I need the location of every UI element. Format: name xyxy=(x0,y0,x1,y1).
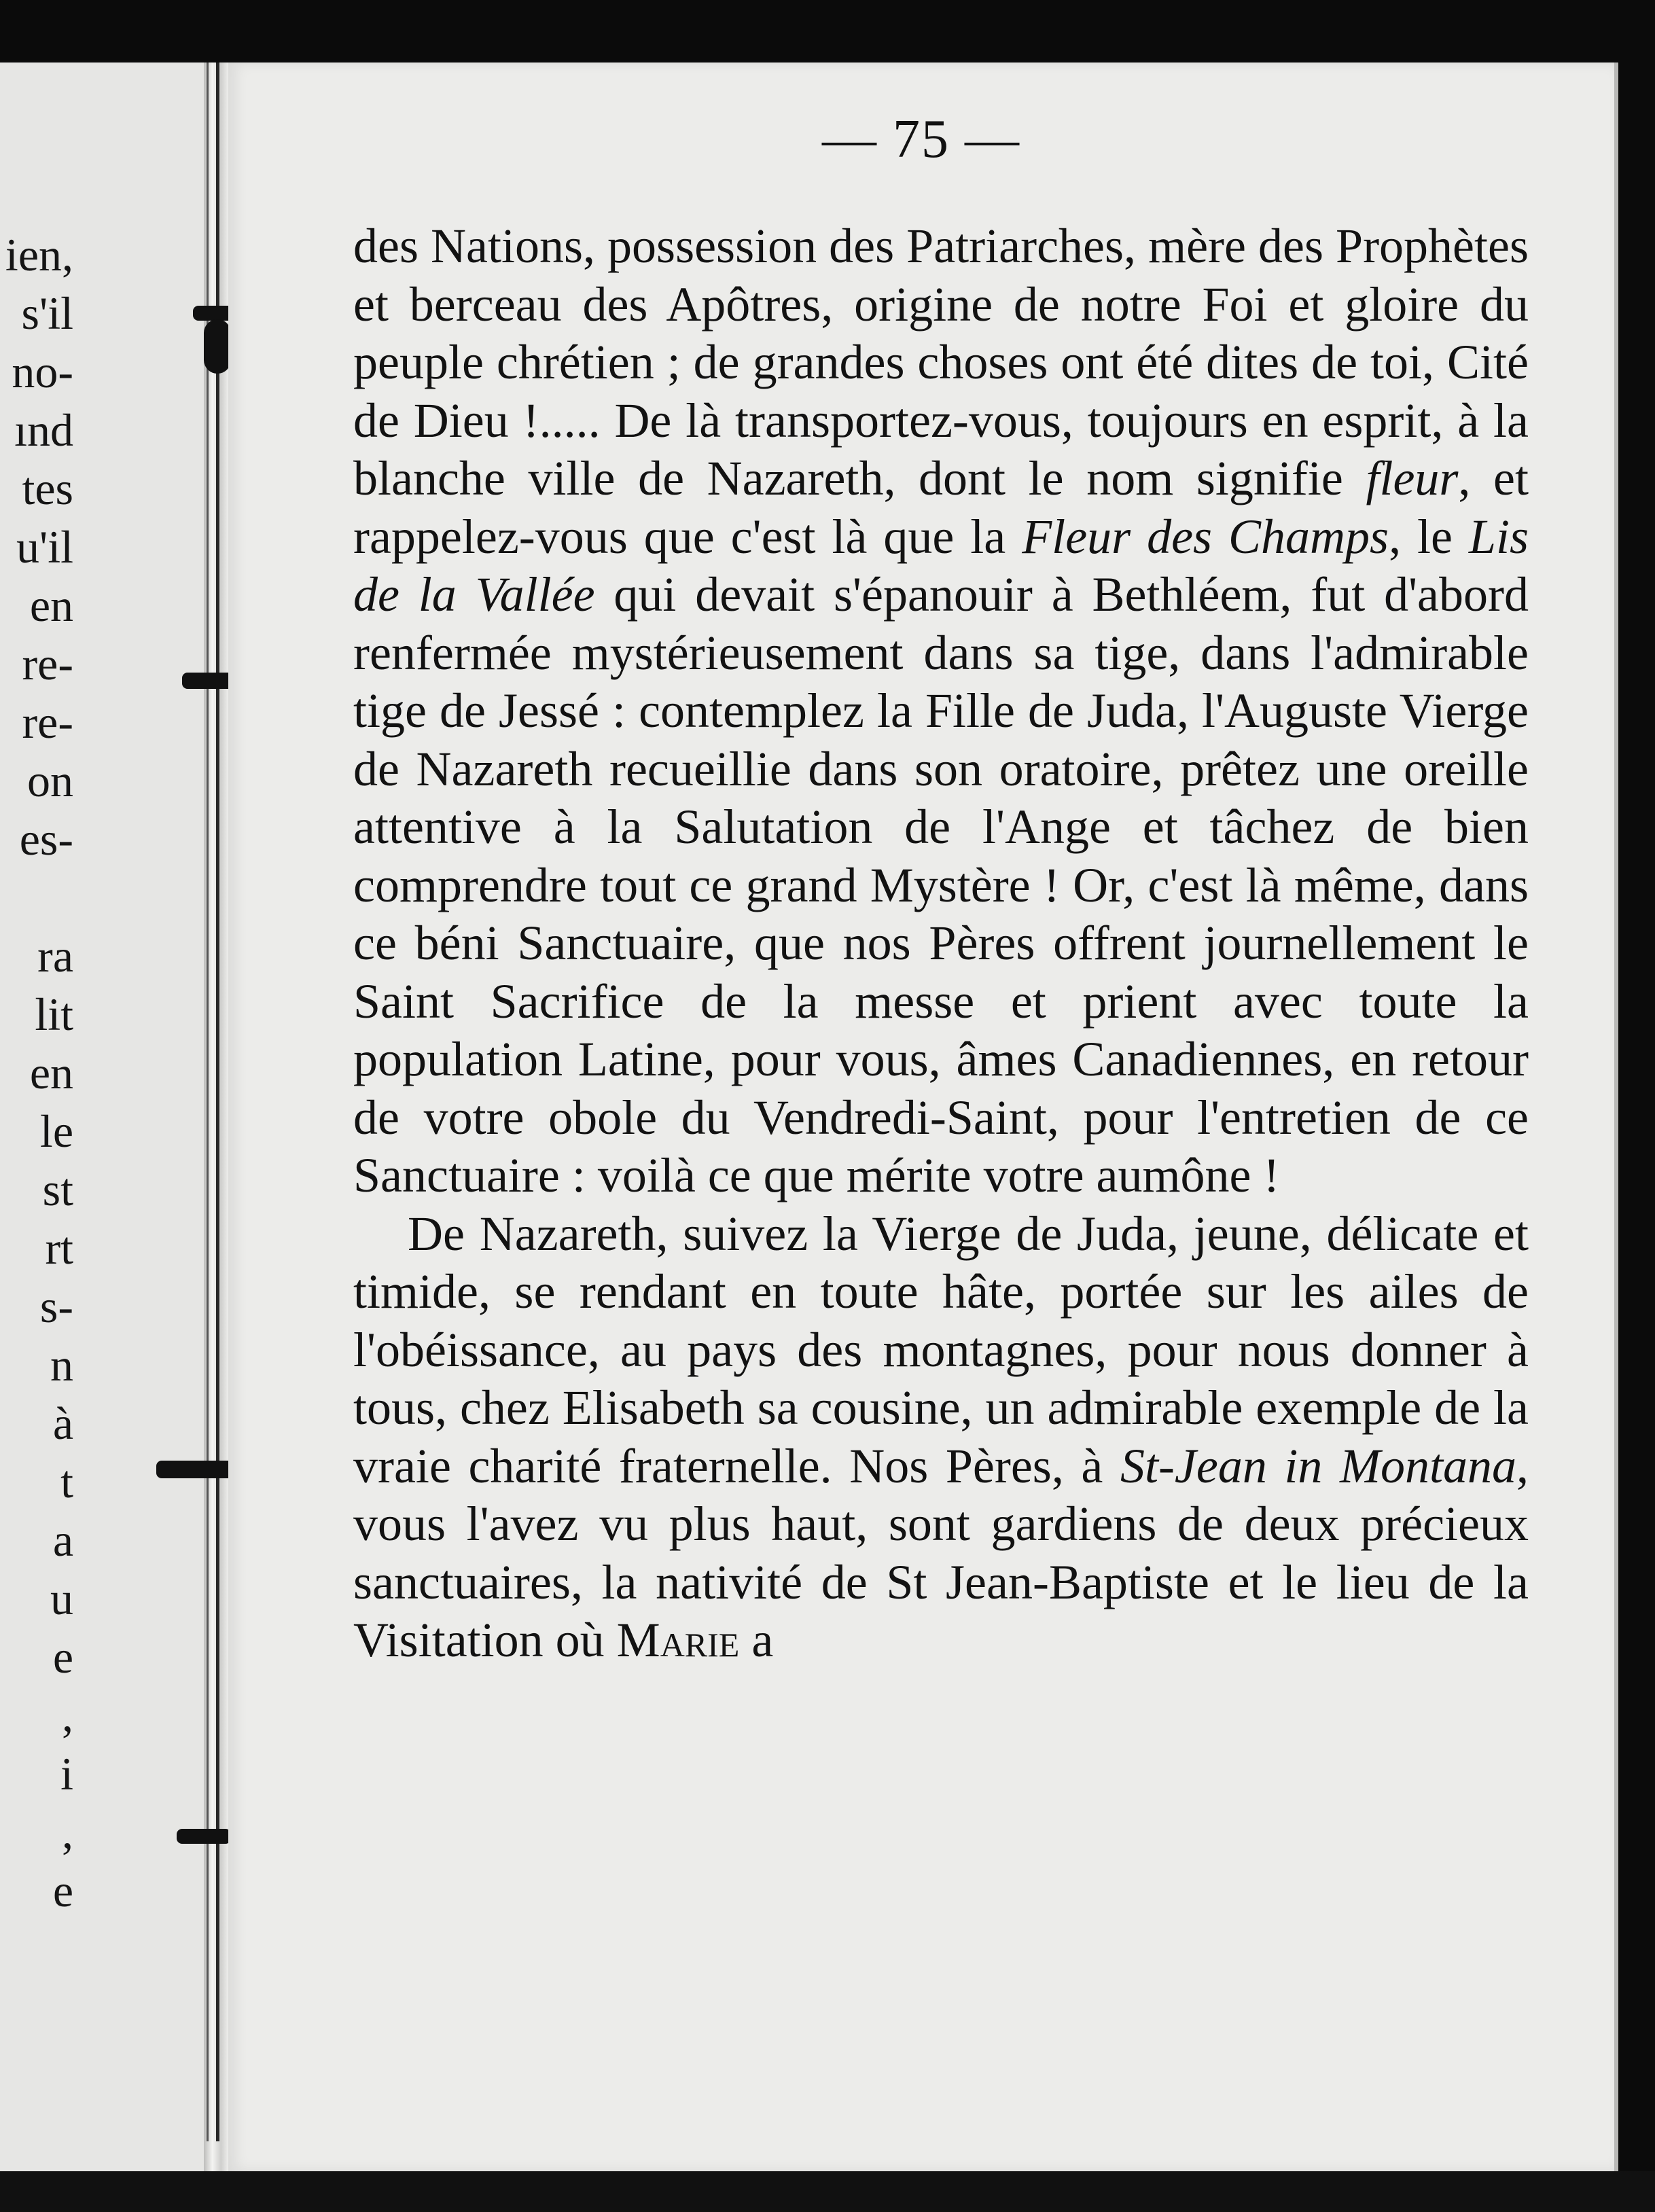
left-margin-line: ınd xyxy=(14,404,73,456)
left-margin-line: st xyxy=(42,1164,73,1215)
left-page-fragment xyxy=(0,63,219,2212)
left-margin-line: en xyxy=(29,1047,73,1099)
left-margin-line: es- xyxy=(19,813,73,865)
left-margin-line: no- xyxy=(12,346,73,397)
scan-bottom-border xyxy=(0,2171,1655,2212)
left-margin-line: u'il xyxy=(16,521,73,573)
left-margin-line: n xyxy=(50,1339,73,1391)
left-margin-line: t xyxy=(60,1456,73,1508)
binding-stitch xyxy=(204,319,231,374)
left-margin-line: re- xyxy=(22,638,73,690)
paragraph-1: des Nations, possession des Patriarches, mère des Prophètes et berceau des Apôtres, origine de notre Foi et gloire du peuple chrétien ; de grandes choses ont été dites de toi, Cité de Dieu !..... De là transportez-vous, toujours en esprit, à la blanche ville de Nazareth, dont le nom signifie fleur, et rappelez-vous que c'est là que la Fleur des Champs, le Lis de la Vallée qui devait s'épanouir à Bethléem, fut d'abord renfermée mystérieusement dans sa tige, dans l'admirable tige de Jessé : contemplez la Fille de Juda, l'Auguste Vierge de Nazareth recueillie dans son oratoire, prêtez une oreille attentive à la Salutation de l'Ange et tâchez de bien comprendre tout ce grand Mystère ! Or, c'est là même, dans ce béni Sanctuaire, que nos Pères offrent journellement le Saint Sacrifice de la messe et prient avec toute la population Latine, pour vous, âmes Canadiennes, en retour de votre obole du Vendredi-Saint, pour l'entretien de ce Sanctuaire : voilà ce que mérite votre aumône ! xyxy=(353,219,1529,1202)
left-margin-line: le xyxy=(39,1105,73,1157)
left-margin-line: lit xyxy=(35,988,73,1040)
left-margin-line: s'il xyxy=(21,287,73,339)
paragraph-2: De Nazareth, suivez la Vierge de Juda, jeune, délicate et timide, se rendant en toute hâte, portée sur les ailes de l'obéissance, au pays des montagnes, pour nous donner à tous, chez Elisabeth sa cousine, un admirable exemple de la vraie charité fraternelle. Nos Pères, à St-Jean in Montana, vous l'avez vu plus haut, sont gardiens de deux précieux sanctuaires, la nativité de St Jean-Baptiste et le lieu de la Visitation où Marie a xyxy=(353,1206,1529,1667)
left-margin-text xyxy=(0,226,73,1920)
left-margin-line: , xyxy=(62,1806,73,1858)
left-margin-line: en xyxy=(29,579,73,631)
page-body-text xyxy=(353,217,1529,1670)
left-margin-line: i xyxy=(60,1748,73,1800)
left-margin-line: e xyxy=(52,1631,73,1683)
left-margin-line: a xyxy=(52,1514,73,1566)
left-margin-line: rt xyxy=(45,1222,73,1274)
page-number: — 75 — xyxy=(822,109,1020,169)
left-margin-line: à xyxy=(52,1397,73,1449)
left-margin-line: on xyxy=(27,755,73,806)
left-margin-line: tes xyxy=(22,463,73,514)
left-margin-line: e xyxy=(52,1865,73,1916)
left-margin-line: ra xyxy=(37,930,73,982)
left-margin-line: s- xyxy=(39,1281,73,1332)
left-margin-line: u xyxy=(50,1573,73,1624)
left-margin-line: re- xyxy=(22,696,73,748)
left-margin-line: ien, xyxy=(5,229,73,281)
left-margin-line xyxy=(0,868,73,927)
binding-stitch xyxy=(177,1829,231,1844)
left-margin-line: , xyxy=(62,1690,73,1741)
